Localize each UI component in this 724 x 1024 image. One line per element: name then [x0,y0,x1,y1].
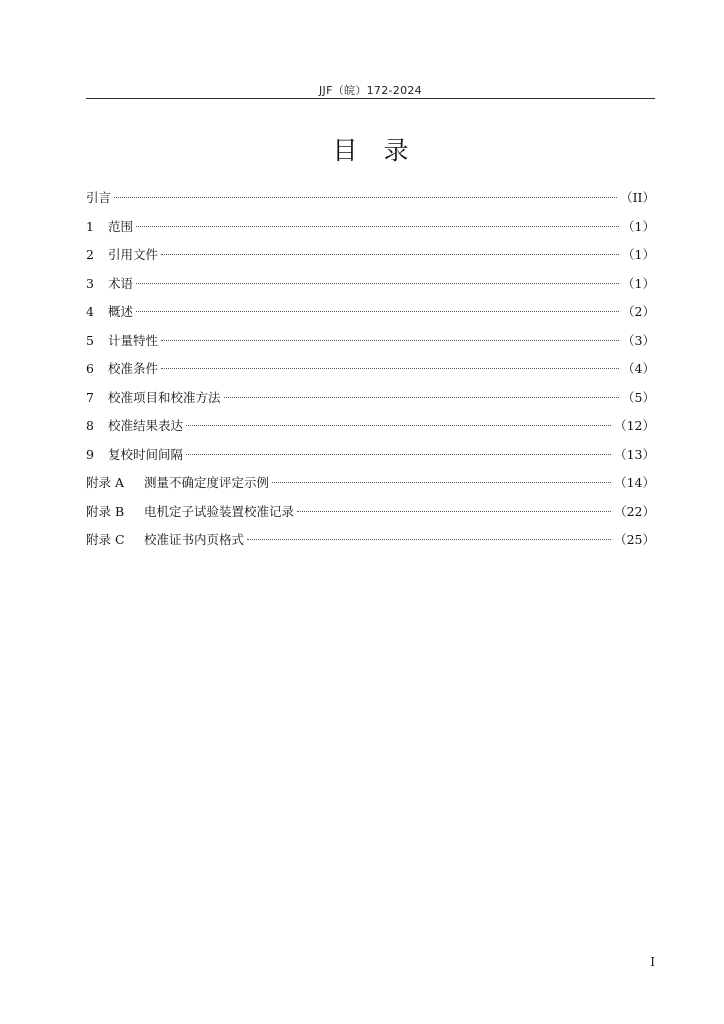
page-number: I [650,955,655,969]
toc-leader-dots [224,397,620,398]
toc-entry-3[interactable] [86,274,655,303]
toc-leader-dots [297,511,611,512]
toc-entry-2[interactable] [86,245,655,274]
toc-entry-appendix-a[interactable] [86,473,655,502]
toc-leader-dots [247,539,611,540]
toc-entry-title: 引言 [86,190,112,205]
toc-entry-foreword[interactable] [86,188,655,217]
toc-entry-number: 附录 B [86,503,125,519]
toc-entry-page: （12） [614,418,655,433]
page-title [86,131,655,167]
toc-entry-number: 3 [86,275,94,291]
toc-entry-number: 8 [86,418,94,433]
toc-entry-page: （25） [614,532,655,547]
table-of-contents [86,188,655,559]
toc-entry-page: （1） [622,275,655,291]
toc-leader-dots [186,425,611,426]
toc-entry-page: （2） [622,304,655,319]
toc-entry-title: 电机定子试验装置校准记录 [144,503,295,519]
toc-entry-title: 范围 [108,218,134,234]
toc-entry-number: 9 [86,446,94,462]
title-char-1: 目 [332,136,358,165]
toc-leader-dots [136,283,619,284]
toc-entry-8[interactable] [86,416,655,445]
toc-leader-dots [186,454,611,455]
toc-entry-number: 6 [86,361,94,376]
toc-entry-appendix-c[interactable] [86,530,655,559]
toc-entry-number: 2 [86,247,94,262]
toc-entry-5[interactable] [86,331,655,360]
toc-entry-page: （3） [622,332,655,348]
toc-leader-dots [272,482,611,483]
toc-entry-number: 7 [86,389,94,405]
toc-entry-number: 附录 C [86,532,125,547]
toc-leader-dots [161,340,619,341]
toc-entry-title: 校准项目和校准方法 [108,389,221,405]
standard-code-header: JJF（皖）172-2024 [319,84,422,97]
header-divider [86,98,655,99]
toc-entry-title: 复校时间间隔 [108,446,184,462]
toc-entry-9[interactable] [86,445,655,474]
toc-entry-page: （22） [614,503,655,519]
toc-entry-page: （5） [622,389,655,405]
toc-entry-1[interactable] [86,217,655,246]
toc-entry-number: 1 [86,218,94,234]
toc-entry-7[interactable] [86,388,655,417]
toc-entry-page: （1） [622,218,655,234]
toc-entry-page: （4） [622,361,655,376]
toc-entry-title: 测量不确定度评定示例 [144,475,270,490]
toc-entry-number: 5 [86,332,94,348]
toc-entry-page: （13） [614,446,655,462]
toc-entry-4[interactable] [86,302,655,331]
toc-leader-dots [114,197,617,198]
toc-entry-6[interactable] [86,359,655,388]
toc-entry-title: 校准证书内页格式 [144,532,245,547]
toc-leader-dots [161,254,619,255]
toc-entry-title: 引用文件 [108,247,159,262]
toc-entry-number: 4 [86,304,94,319]
title-char-2: 录 [383,136,409,165]
toc-entry-page: （14） [614,475,655,490]
toc-leader-dots [136,226,619,227]
toc-entry-page: （II） [620,190,655,205]
toc-leader-dots [136,311,619,312]
toc-entry-title: 概述 [108,304,134,319]
toc-entry-page: （1） [622,247,655,262]
toc-entry-appendix-b[interactable] [86,502,655,531]
toc-entry-number: 附录 A [86,475,125,490]
toc-entry-title: 校准条件 [108,361,159,376]
toc-entry-title: 校准结果表达 [108,418,184,433]
toc-leader-dots [161,368,619,369]
toc-entry-title: 计量特性 [108,332,159,348]
toc-entry-title: 术语 [108,275,134,291]
